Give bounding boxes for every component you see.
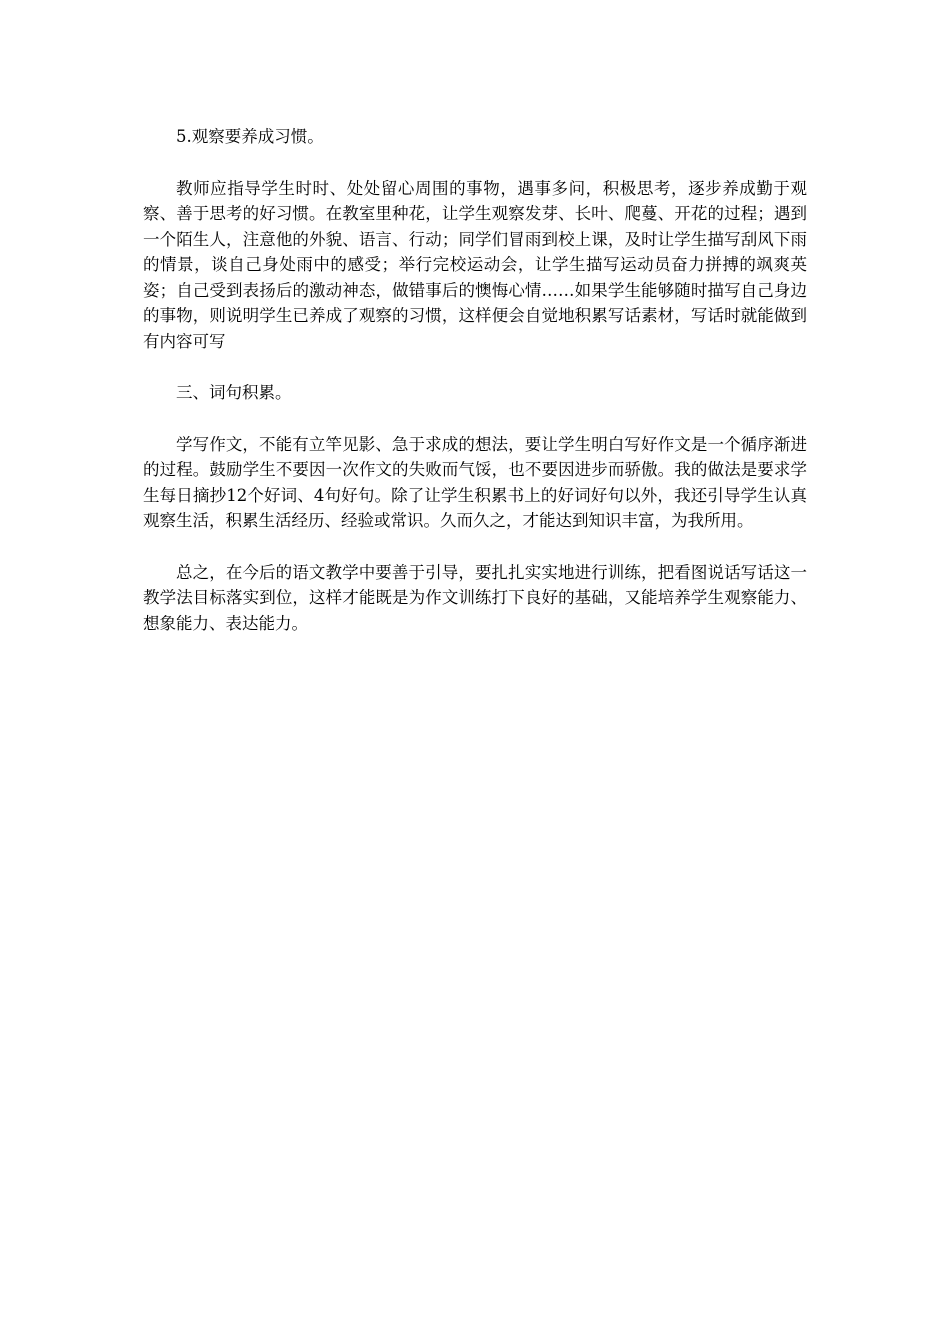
document-body	[143, 124, 807, 662]
paragraph-observe-habit: 教师应指导学生时时、处处留心周围的事物，遇事多问，积极思考，逐步养成勤于观察、善于思考的好习惯。在教室里种花，让学生观察发芽、长叶、爬蔓、开花的过程；遇到一个陌生人，注意他的外貌、语言、行动；同学们冒雨到校上课，及时让学生描写刮风下雨的情景，谈自己身处雨中的感受；举行完校运动会，让学生描写运动员奋力拼搏的飒爽英姿；自己受到表扬后的激动神态，做错事后的懊悔心情……如果学生能够随时描写自己身边的事物，则说明学生已养成了观察的习惯，这样便会自觉地积累写话素材，写话时就能做到有内容可写	[143, 178, 807, 351]
section-heading-word-accumulation: 三、词句积累。	[176, 383, 292, 402]
paragraph-word-accumulation: 学写作文，不能有立竿见影、急于求成的想法，要让学生明白写好作文是一个循序渐进的过程。鼓励学生不要因一次作文的失败而气馁，也不要因进步而骄傲。我的做法是要求学生每日摘抄12个好词、4句好句。除了让学生积累书上的好词好句以外，我还引导学生认真观察生活，积累生活经历、经验或常识。久而久之，才能达到知识丰富，为我所用。	[143, 434, 807, 530]
section-heading-observe-habit: 5.观察要养成习惯。	[176, 127, 324, 146]
paragraph-conclusion: 总之，在今后的语文教学中要善于引导，要扎扎实实地进行训练，把看图说话写话这一教学法目标落实到位，这样才能既是为作文训练打下良好的基础，又能培养学生观察能力、想象能力、表达能力。	[143, 562, 807, 633]
